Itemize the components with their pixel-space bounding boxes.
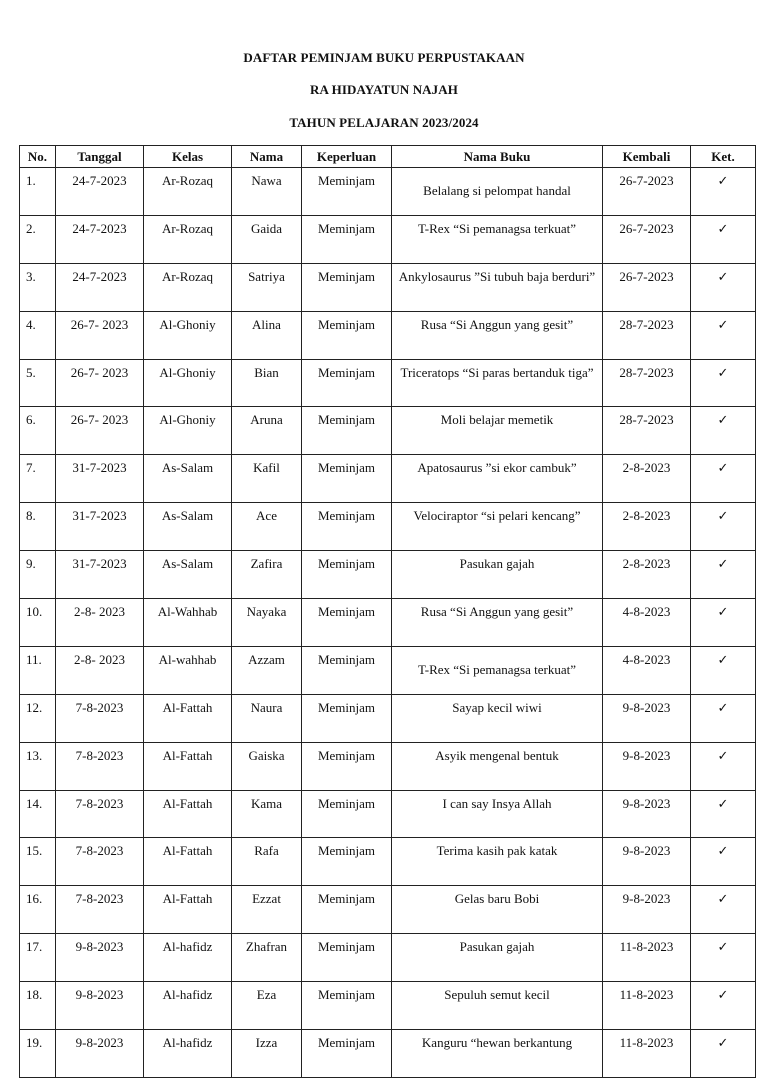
table-row [20,742,756,790]
cell-nama: Rafa [232,838,302,886]
cell-kelas: Al-Fattah [144,694,232,742]
cell-nama-buku: T-Rex “Si pemanagsa terkuat” [392,646,603,694]
cell-ket [691,263,756,311]
cell-kembali: 9-8-2023 [603,886,691,934]
cell-nama-buku: Apatosaurus ”si ekor cambuk” [392,455,603,503]
cell-tanggal: 7-8-2023 [56,790,144,838]
table-row [20,215,756,263]
cell-keperluan: Meminjam [302,263,392,311]
cell-kembali: 9-8-2023 [603,838,691,886]
academic-year: TAHUN PELAJARAN 2023/2024 [289,115,479,130]
cell-nama: Alina [232,311,302,359]
cell-ket [691,1030,756,1078]
cell-kelas: Al-Ghoniy [144,407,232,455]
cell-keperluan: Meminjam [302,934,392,982]
cell-nama-buku: Asyik mengenal bentuk [392,742,603,790]
cell-no: 17. [20,934,56,982]
cell-keperluan: Meminjam [302,407,392,455]
cell-tanggal: 9-8-2023 [56,982,144,1030]
cell-nama: Ace [232,503,302,551]
cell-keperluan: Meminjam [302,168,392,216]
cell-ket [691,168,756,216]
cell-tanggal: 31-7-2023 [56,503,144,551]
cell-kelas: As-Salam [144,455,232,503]
cell-kembali: 28-7-2023 [603,359,691,407]
cell-tanggal: 2-8- 2023 [56,646,144,694]
cell-ket [691,646,756,694]
table-row [20,599,756,647]
cell-kelas: Al-Fattah [144,838,232,886]
cell-ket [691,503,756,551]
cell-kelas: Ar-Rozaq [144,168,232,216]
cell-kelas: Al-Ghoniy [144,359,232,407]
table-row [20,455,756,503]
table-header-row [20,146,756,168]
cell-nama-buku: Belalang si pelompat handal [392,168,603,216]
cell-kembali: 26-7-2023 [603,263,691,311]
cell-nama-buku: Sepuluh semut kecil [392,982,603,1030]
column-header-ket: Ket. [691,146,756,168]
cell-ket [691,886,756,934]
cell-tanggal: 24-7-2023 [56,263,144,311]
table-row [20,359,756,407]
check-mark-icon: ✓ [717,557,729,573]
table-row [20,503,756,551]
check-mark-icon: ✓ [717,1036,729,1052]
cell-ket [691,551,756,599]
check-mark-icon: ✓ [717,796,729,812]
cell-ket [691,599,756,647]
table-row [20,646,756,694]
cell-nama-buku: Rusa “Si Anggun yang gesit” [392,311,603,359]
table-row [20,168,756,216]
cell-kembali: 11-8-2023 [603,1030,691,1078]
check-mark-icon: ✓ [717,844,729,860]
table-row [20,311,756,359]
cell-no: 6. [20,407,56,455]
cell-kembali: 11-8-2023 [603,934,691,982]
cell-ket [691,934,756,982]
cell-no: 11. [20,646,56,694]
cell-kelas: Al-Fattah [144,742,232,790]
table-row [20,886,756,934]
cell-nama-buku: Ankylosaurus ”Si tubuh baja berduri” [392,263,603,311]
cell-tanggal: 7-8-2023 [56,742,144,790]
cell-ket [691,982,756,1030]
column-header-keperluan: Keperluan [302,146,392,168]
cell-kelas: Al-hafidz [144,1030,232,1078]
cell-keperluan: Meminjam [302,215,392,263]
cell-nama: Bian [232,359,302,407]
cell-keperluan: Meminjam [302,503,392,551]
cell-nama: Nawa [232,168,302,216]
cell-nama-buku: Rusa “Si Anggun yang gesit” [392,599,603,647]
cell-no: 18. [20,982,56,1030]
cell-keperluan: Meminjam [302,359,392,407]
cell-tanggal: 31-7-2023 [56,551,144,599]
table-row [20,1030,756,1078]
cell-kelas: Al-hafidz [144,934,232,982]
cell-keperluan: Meminjam [302,886,392,934]
table-row [20,263,756,311]
cell-keperluan: Meminjam [302,311,392,359]
cell-no: 12. [20,694,56,742]
cell-tanggal: 26-7- 2023 [56,311,144,359]
cell-no: 13. [20,742,56,790]
cell-no: 2. [20,215,56,263]
cell-tanggal: 7-8-2023 [56,886,144,934]
cell-kelas: As-Salam [144,551,232,599]
check-mark-icon: ✓ [717,940,729,956]
check-mark-icon: ✓ [717,700,729,716]
table-row [20,694,756,742]
check-mark-icon: ✓ [717,317,729,333]
table-row [20,982,756,1030]
cell-keperluan: Meminjam [302,790,392,838]
cell-no: 3. [20,263,56,311]
cell-nama: Azzam [232,646,302,694]
cell-ket [691,311,756,359]
check-mark-icon: ✓ [717,365,729,381]
cell-kembali: 2-8-2023 [603,455,691,503]
cell-tanggal: 9-8-2023 [56,1030,144,1078]
cell-no: 19. [20,1030,56,1078]
cell-tanggal: 9-8-2023 [56,934,144,982]
cell-keperluan: Meminjam [302,455,392,503]
cell-no: 5. [20,359,56,407]
cell-nama: Kama [232,790,302,838]
cell-nama: Aruna [232,407,302,455]
cell-kembali: 4-8-2023 [603,599,691,647]
table-row [20,407,756,455]
cell-nama-buku: Pasukan gajah [392,551,603,599]
cell-keperluan: Meminjam [302,551,392,599]
cell-nama-buku: T-Rex “Si pemanagsa terkuat” [392,215,603,263]
table-row [20,551,756,599]
cell-nama: Izza [232,1030,302,1078]
cell-kembali: 2-8-2023 [603,503,691,551]
cell-no: 14. [20,790,56,838]
cell-ket [691,694,756,742]
cell-keperluan: Meminjam [302,982,392,1030]
cell-tanggal: 24-7-2023 [56,215,144,263]
loan-table [19,145,756,1078]
check-mark-icon: ✓ [717,988,729,1004]
cell-kelas: Al-wahhab [144,646,232,694]
check-mark-icon: ✓ [717,413,729,429]
check-mark-icon: ✓ [717,221,729,237]
cell-keperluan: Meminjam [302,599,392,647]
cell-nama-buku: Pasukan gajah [392,934,603,982]
cell-nama-buku: Moli belajar memetik [392,407,603,455]
table-row [20,790,756,838]
cell-nama: Satriya [232,263,302,311]
cell-keperluan: Meminjam [302,1030,392,1078]
cell-nama: Gaiska [232,742,302,790]
cell-keperluan: Meminjam [302,838,392,886]
cell-nama-buku: Sayap kecil wiwi [392,694,603,742]
cell-no: 4. [20,311,56,359]
cell-no: 1. [20,168,56,216]
cell-nama: Naura [232,694,302,742]
column-header-tanggal: Tanggal [56,146,144,168]
check-mark-icon: ✓ [717,748,729,764]
cell-kembali: 9-8-2023 [603,790,691,838]
cell-tanggal: 7-8-2023 [56,694,144,742]
cell-tanggal: 31-7-2023 [56,455,144,503]
cell-nama: Zafira [232,551,302,599]
check-mark-icon: ✓ [717,652,729,668]
cell-ket [691,359,756,407]
cell-keperluan: Meminjam [302,742,392,790]
school-name: RA HIDAYATUN NAJAH [310,82,458,97]
cell-ket [691,838,756,886]
check-mark-icon: ✓ [717,461,729,477]
cell-no: 7. [20,455,56,503]
cell-nama: Kafil [232,455,302,503]
cell-kelas: Al-Fattah [144,886,232,934]
cell-nama-buku: Kanguru “hewan berkantung [392,1030,603,1078]
table-row [20,934,756,982]
cell-nama-buku: Gelas baru Bobi [392,886,603,934]
column-header-nama: Nama [232,146,302,168]
cell-kembali: 2-8-2023 [603,551,691,599]
check-mark-icon: ✓ [717,269,729,285]
cell-nama: Gaida [232,215,302,263]
cell-no: 15. [20,838,56,886]
loan-table-body [20,168,756,1078]
column-header-no: No. [20,146,56,168]
cell-keperluan: Meminjam [302,694,392,742]
cell-kembali: 26-7-2023 [603,215,691,263]
table-row [20,838,756,886]
column-header-kelas: Kelas [144,146,232,168]
cell-tanggal: 2-8- 2023 [56,599,144,647]
cell-ket [691,407,756,455]
cell-nama: Nayaka [232,599,302,647]
cell-tanggal: 26-7- 2023 [56,407,144,455]
cell-nama: Eza [232,982,302,1030]
cell-kembali: 9-8-2023 [603,694,691,742]
cell-kembali: 28-7-2023 [603,311,691,359]
column-header-kembali: Kembali [603,146,691,168]
cell-kelas: Al-hafidz [144,982,232,1030]
cell-kelas: As-Salam [144,503,232,551]
cell-nama-buku: Triceratops “Si paras bertanduk tiga” [392,359,603,407]
cell-tanggal: 26-7- 2023 [56,359,144,407]
check-mark-icon: ✓ [717,892,729,908]
cell-kelas: Al-Ghoniy [144,311,232,359]
cell-kembali: 9-8-2023 [603,742,691,790]
cell-tanggal: 24-7-2023 [56,168,144,216]
cell-kembali: 4-8-2023 [603,646,691,694]
cell-nama: Ezzat [232,886,302,934]
cell-nama: Zhafran [232,934,302,982]
cell-keperluan: Meminjam [302,646,392,694]
cell-kelas: Al-Wahhab [144,599,232,647]
cell-no: 8. [20,503,56,551]
cell-tanggal: 7-8-2023 [56,838,144,886]
cell-ket [691,742,756,790]
cell-no: 16. [20,886,56,934]
cell-no: 9. [20,551,56,599]
cell-kembali: 28-7-2023 [603,407,691,455]
cell-kelas: Al-Fattah [144,790,232,838]
column-header-nama-buku: Nama Buku [392,146,603,168]
document-title: DAFTAR PEMINJAM BUKU PERPUSTAKAAN [243,50,525,65]
cell-nama-buku: Velociraptor “si pelari kencang” [392,503,603,551]
cell-kelas: Ar-Rozaq [144,263,232,311]
cell-ket [691,455,756,503]
cell-kelas: Ar-Rozaq [144,215,232,263]
cell-kembali: 11-8-2023 [603,982,691,1030]
cell-no: 10. [20,599,56,647]
cell-kembali: 26-7-2023 [603,168,691,216]
cell-ket [691,215,756,263]
check-mark-icon: ✓ [717,509,729,525]
cell-nama-buku: Terima kasih pak katak [392,838,603,886]
cell-ket [691,790,756,838]
check-mark-icon: ✓ [717,174,729,189]
check-mark-icon: ✓ [717,605,729,621]
cell-nama-buku: I can say Insya Allah [392,790,603,838]
